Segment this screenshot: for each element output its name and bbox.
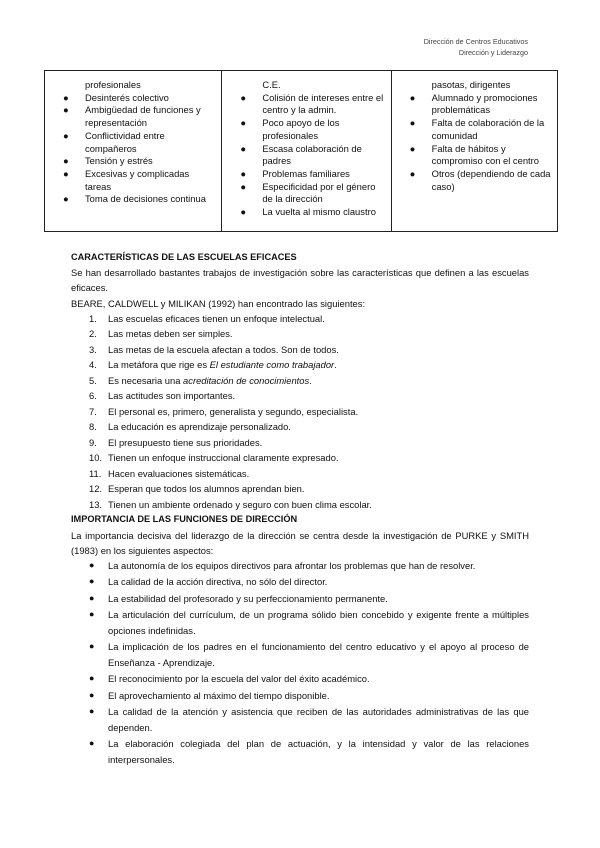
section-heading-effective-schools: CARACTERÍSTICAS DE LAS ESCUELAS EFICACES [71,252,297,262]
problems-table [44,70,558,232]
section-intro: Se han desarrollado bastantes trabajos de investigación sobre las características que definen a las escuelas eficaces. [71,267,529,294]
list-item [89,704,529,735]
list-item-emphasis: acreditación de conocimientos [183,374,310,386]
list-item-text: Las metas de la escuela afectan a todos. Son de todos. [108,343,339,355]
list-item [89,481,529,497]
list-number: 4. [89,359,97,371]
table-cell-item [236,117,384,142]
list-item [89,466,529,482]
list-item-text: La calidad de la atención y asistencia que reciben de las autoridades administrativas de las que dependen. [108,706,529,733]
bullet-icon: ● [63,155,69,167]
table-cell-item [59,79,215,92]
list-item [89,574,529,590]
list-item [89,736,529,767]
table-cell-text: Ambigüedad de funciones y representación [85,104,201,129]
list-item-text: La metáfora que rige es [108,359,210,371]
table-cell-item [406,79,551,92]
bullet-icon: ● [409,91,416,103]
table-cell-item [59,168,215,193]
list-item-text: Esperan que todos los alumnos aprendan bien. [108,483,305,495]
table-cell-item [236,181,384,206]
bullet-icon: ● [240,167,246,179]
list-item-text: La educación es aprendizaje personalizado. [108,421,291,433]
table-cell-item [236,206,384,219]
bullet-icon: ● [409,167,416,179]
characteristics-list [89,311,529,513]
bullet-icon: ● [89,641,95,652]
bullet-icon: ● [240,91,246,103]
list-item [89,558,529,574]
list-item-text: Tienen un ambiente ordenado y seguro con buen clima escolar. [108,498,372,510]
table-cell-item [406,143,551,168]
list-item [89,357,529,373]
table-cell-item [406,168,551,193]
section-intro: La importancia decisiva del liderazgo de la dirección se centra desde la investigación de PURKE y SMITH (1983) en los siguientes aspectos: [71,529,529,556]
list-number: 12. [89,483,103,495]
bullet-icon: ● [63,167,69,179]
bullet-icon: ● [89,609,95,620]
list-item [89,388,529,404]
bullet-icon: ● [89,673,95,684]
table-cell-item [59,193,215,206]
list-number: 13. [89,498,103,510]
list-item-text: Es necesaria una [108,374,184,386]
table-cell-text: Toma de decisiones continua [85,193,206,205]
list-item-text-end: . [334,359,337,371]
table-cell-item [59,155,215,168]
table-column-3 [392,71,557,231]
table-cell-text: Escasa colaboración de padres [262,142,362,167]
bullet-icon: ● [89,689,95,700]
list-item [89,607,529,638]
table-cell-text: Falta de colaboración de la comunidad [431,117,545,141]
bullet-icon: ● [409,117,416,129]
table-cell-text: Poco apoyo de los profesionales [262,117,340,141]
list-item [89,326,529,342]
table-cell-item [59,130,215,155]
table-cell-text: profesionales [85,79,141,90]
table-cell-text: C.E. [262,79,281,90]
list-item [89,419,529,435]
table-cell-text: Desinterés colectivo [85,91,169,103]
bullet-icon: ● [409,142,416,154]
list-item [89,639,529,670]
list-item [89,404,529,420]
list-item-text: Las escuelas eficaces tienen un enfoque intelectual. [108,312,325,324]
bullet-icon: ● [63,104,69,116]
list-item-text: La autonomía de los equipos directivos para afrontar los problemas que han de resolver. [108,559,476,571]
header-course: Dirección de Centros Educativos [423,37,528,46]
list-item [89,311,529,327]
list-item-text: La articulación del currículum, de un programa sólido bien concebido y exigente frente a múltiples opciones indefinidas. [108,609,529,636]
bullet-icon: ● [240,117,246,129]
list-item-text: Hacen evaluaciones sistemáticas. [108,467,250,479]
list-number: 10. [89,452,103,464]
table-column-2-list [236,79,384,219]
table-column-3-list [406,79,551,193]
bullet-icon: ● [89,706,95,717]
list-item [89,342,529,358]
list-item [89,435,529,451]
table-cell-text: pasotas, dirigentes [431,79,511,90]
list-item-text-end: . [309,374,312,386]
list-number: 8. [89,421,97,433]
table-cell-item [406,117,551,142]
table-cell-text: Falta de hábitos y compromiso con el centro [431,142,539,167]
aspects-list [89,558,529,768]
list-item [89,591,529,607]
bullet-icon: ● [63,129,69,141]
list-item-text: El aprovechamiento al máximo del tiempo disponible. [108,689,330,701]
section-source: BEARE, CALDWELL y MILIKAN (1992) han encontrado las siguientes: [71,297,366,309]
table-cell-text: Excesivas y complicadas tareas [85,167,190,192]
list-number: 7. [89,405,97,417]
page-header [424,37,528,59]
list-item-text: La estabilidad del profesorado y su perfeccionamiento permanente. [108,592,388,604]
bullet-icon: ● [63,91,69,103]
table-cell-item [236,79,384,92]
table-cell-text: Problemas familiares [262,167,350,179]
list-item-text: Las metas deben ser simples. [108,328,233,340]
table-cell-text: Conflictividad entre compañeros [85,129,165,154]
document-body [71,250,529,768]
section-heading-direction-functions: IMPORTANCIA DE LAS FUNCIONES DE DIRECCIÓN [71,514,298,525]
bullet-icon: ● [63,193,69,205]
table-column-1-list [59,79,215,206]
bullet-icon: ● [89,738,95,749]
bullet-icon: ● [240,206,246,218]
list-item [89,497,529,513]
list-item-text: El reconocimiento por la escuela del valor del éxito académico. [108,673,370,685]
list-item-emphasis: El estudiante como trabajador [209,359,335,371]
table-cell-text: Especificidad por el género de la dirección [262,180,376,205]
table-cell-item [236,168,384,181]
list-item-text: El presupuesto tiene sus prioridades. [108,436,263,448]
bullet-icon: ● [89,559,95,570]
list-number: 1. [89,312,97,324]
list-item-text: Las actitudes son importantes. [108,390,236,402]
table-cell-item [59,104,215,129]
table-cell-item [406,92,551,117]
list-item [89,450,529,466]
list-item-text: La calidad de la acción directiva, no sólo del director. [108,576,328,588]
bullet-icon: ● [240,142,246,154]
list-number: 9. [89,436,97,448]
table-cell-item [59,92,215,105]
table-cell-item [236,92,384,117]
table-column-2 [222,71,391,231]
bullet-icon: ● [240,180,246,192]
bullet-icon: ● [89,592,95,603]
list-item [89,671,529,687]
table-cell-item [236,143,384,168]
table-cell-text: Colisión de intereses entre el centro y la admin. [262,91,384,116]
table-cell-text: Tensión y estrés [85,155,153,167]
list-number: 3. [89,343,97,355]
list-item [89,373,529,389]
list-item-text: El personal es, primero, generalista y segundo, especialista. [108,405,359,417]
table-cell-text: Otros (dependiendo de cada caso) [431,167,551,192]
list-item-text: La implicación de los padres en el funcionamiento del centro educativo y el apoyo al proceso de Enseñanza - Aprendizaje. [108,641,529,668]
list-number: 2. [89,328,97,340]
list-item-text: Tienen un enfoque instruccional claramente expresado. [108,452,339,464]
bullet-icon: ● [89,576,95,587]
header-subject: Dirección y Liderazgo [458,47,528,57]
table-column-1 [45,71,222,231]
table-cell-text: La vuelta al mismo claustro [262,206,376,218]
table-cell-text: Alumnado y promociones problemáticas [431,91,538,116]
list-item-text: La elaboración colegiada del plan de actuación, y la intensidad y valor de las relaciones interpersonales. [108,738,529,765]
list-number: 6. [89,390,97,402]
list-item [89,688,529,704]
list-number: 5. [89,374,97,386]
list-number: 11. [89,467,102,479]
